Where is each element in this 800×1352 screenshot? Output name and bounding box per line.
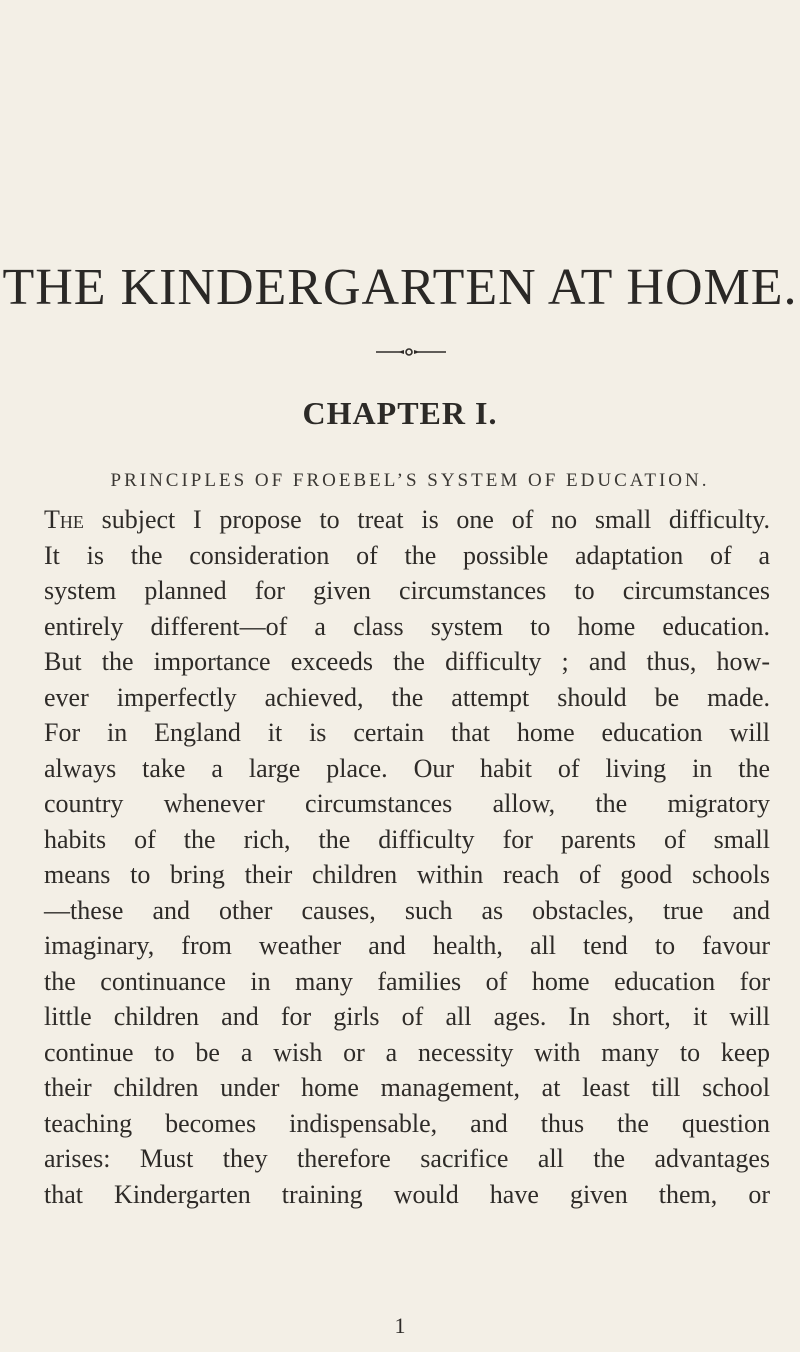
book-title: THE KINDERGARTEN AT HOME. <box>2 259 798 316</box>
text-line: For in England it is certain that home education will <box>44 718 770 747</box>
body-text <box>44 502 770 1212</box>
text-line: that Kindergarten training would have given them, or <box>44 1179 770 1209</box>
text-line: habits of the rich, the difficulty for parents of small <box>44 824 770 854</box>
text-line: their children under home management, at least till school <box>44 1073 770 1102</box>
text-line: always take a large place. Our habit of living in the <box>44 753 770 783</box>
text-line: It is the consideration of the possible adaptation of a <box>44 540 770 570</box>
chapter-heading: CHAPTER I. <box>302 395 498 431</box>
dash-ornament-icon <box>376 347 446 357</box>
text-line: arises: Must they therefore sacrifice all the advantages <box>44 1144 770 1173</box>
text-line: continue to be a wish or a necessity with many to keep <box>44 1037 770 1067</box>
text-line: ever imperfectly achieved, the attempt should be made. <box>44 682 770 712</box>
text-line: —these and other causes, such as obstacles, true and <box>44 895 770 925</box>
text-line: means to bring their children within reach of good schools <box>44 860 770 889</box>
text-line: The subject I propose to treat is one of no small difficulty. <box>44 505 770 534</box>
text-line: teaching becomes indispensable, and thus the question <box>44 1108 770 1138</box>
text-line: imaginary, from weather and health, all tend to favour <box>44 931 770 960</box>
text-line: country whenever circumstances allow, the migratory <box>44 789 770 818</box>
page-number: 1 <box>394 1313 406 1338</box>
text-line: the continuance in many families of home education for <box>44 966 770 996</box>
text-line: entirely different—of a class system to home education. <box>44 611 770 641</box>
text-line: But the importance exceeds the difficulty ; and thus, how- <box>44 647 770 676</box>
text-line: little children and for girls of all ages. In short, it will <box>44 1002 770 1031</box>
chapter-subtitle: PRINCIPLES OF FROEBEL’S SYSTEM OF EDUCATION. <box>110 470 710 491</box>
text-line: system planned for given circumstances to circumstances <box>44 576 770 605</box>
